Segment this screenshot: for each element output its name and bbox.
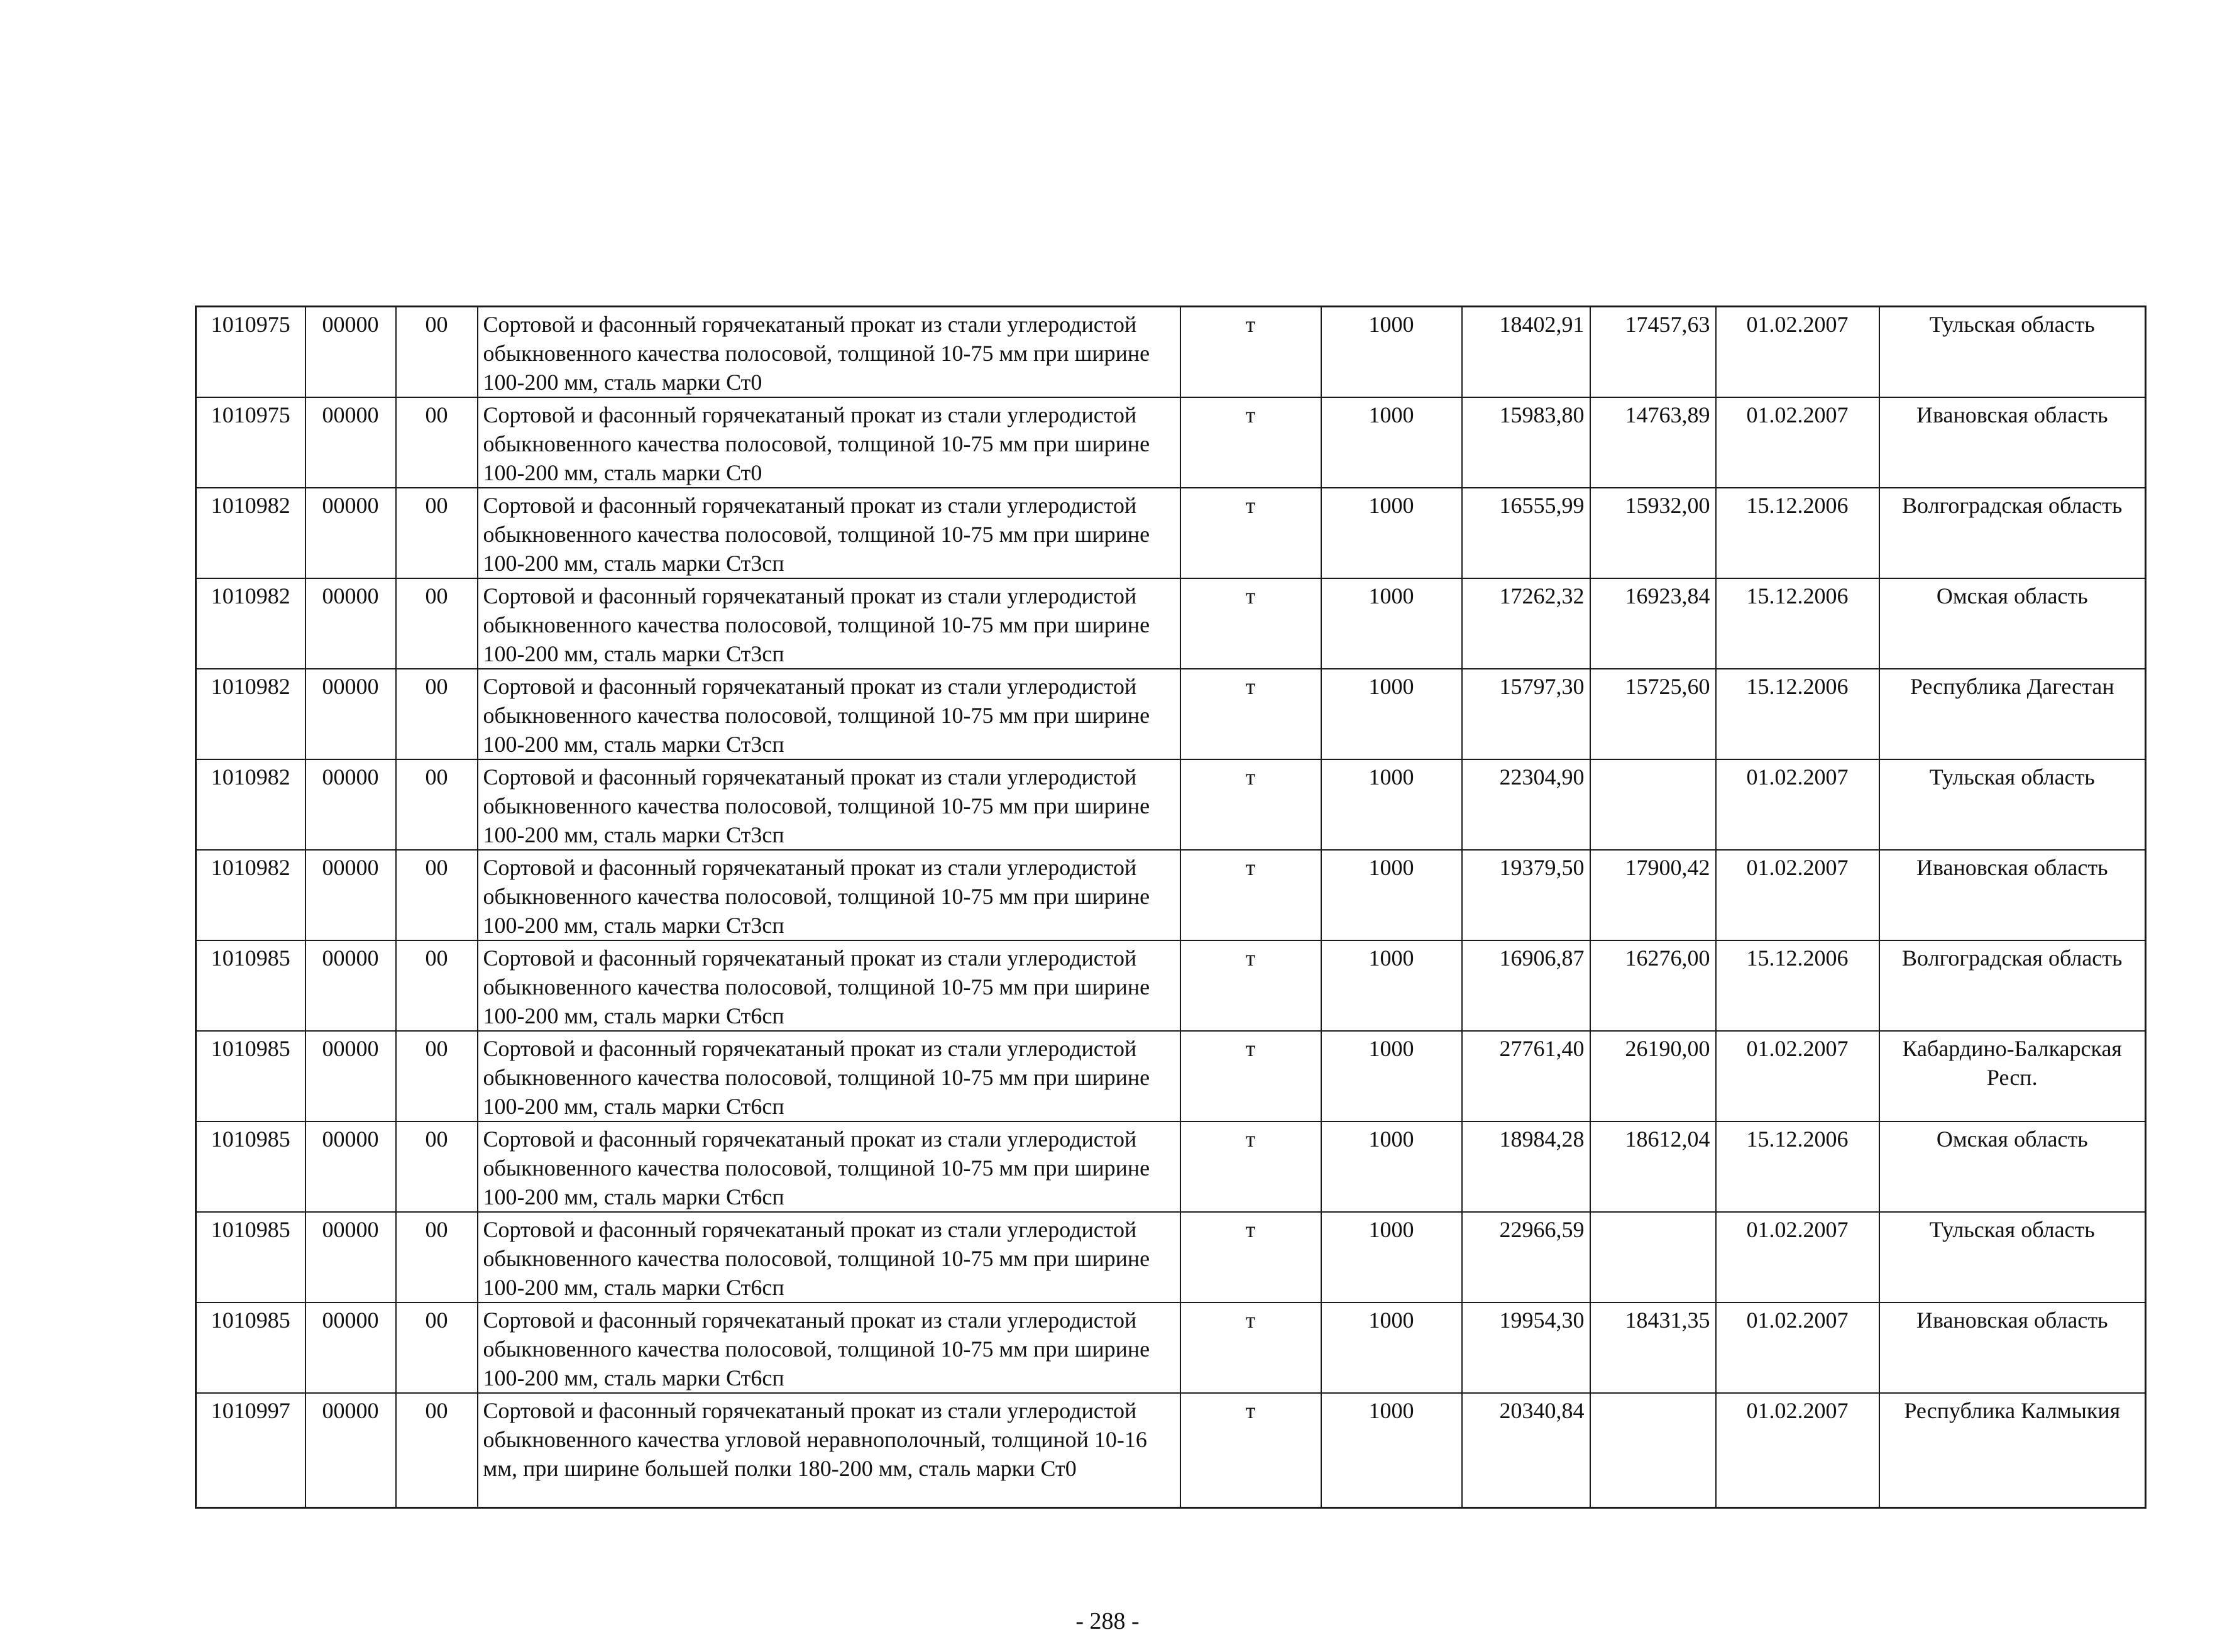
price-1-cell: 15983,80	[1462, 397, 1590, 488]
price-1-cell: 19379,50	[1462, 850, 1590, 940]
price-2-cell: 18612,04	[1590, 1121, 1716, 1212]
ext-code-cell: 00	[396, 307, 478, 398]
region-cell: Республика Калмыкия	[1879, 1393, 2146, 1508]
description-cell: Сортовой и фасонный горячекатаный прокат из стали углеродистой обыкновенного качества полосовой, толщиной 10-75 мм при ширине 100-200 мм, сталь марки Ст3сп	[478, 759, 1180, 850]
price-1-cell: 22304,90	[1462, 759, 1590, 850]
sub-code-cell: 00000	[305, 669, 396, 759]
date-cell: 15.12.2006	[1716, 488, 1879, 578]
price-2-cell: 15725,60	[1590, 669, 1716, 759]
unit-cell: т	[1180, 1393, 1321, 1508]
table-row	[196, 1393, 2146, 1508]
date-cell: 15.12.2006	[1716, 578, 1879, 669]
region-cell: Волгоградская область	[1879, 940, 2146, 1031]
quantity-cell: 1000	[1321, 940, 1462, 1031]
sub-code-cell: 00000	[305, 307, 396, 398]
table-row	[196, 759, 2146, 850]
region-cell: Волгоградская область	[1879, 488, 2146, 578]
description-cell: Сортовой и фасонный горячекатаный прокат из стали углеродистой обыкновенного качества полосовой, толщиной 10-75 мм при ширине 100-200 мм, сталь марки Ст0	[478, 307, 1180, 398]
item-code-cell: 1010985	[196, 1212, 305, 1302]
unit-cell: т	[1180, 307, 1321, 398]
item-code-cell: 1010975	[196, 307, 305, 398]
quantity-cell: 1000	[1321, 397, 1462, 488]
region-cell: Тульская область	[1879, 1212, 2146, 1302]
quantity-cell: 1000	[1321, 578, 1462, 669]
ext-code-cell: 00	[396, 1302, 478, 1393]
price-1-cell: 15797,30	[1462, 669, 1590, 759]
date-cell: 01.02.2007	[1716, 850, 1879, 940]
table-row	[196, 397, 2146, 488]
ext-code-cell: 00	[396, 850, 478, 940]
description-cell: Сортовой и фасонный горячекатаный прокат из стали углеродистой обыкновенного качества полосовой, толщиной 10-75 мм при ширине 100-200 мм, сталь марки Ст3сп	[478, 669, 1180, 759]
item-code-cell: 1010985	[196, 1302, 305, 1393]
ext-code-cell: 00	[396, 1031, 478, 1121]
sub-code-cell: 00000	[305, 1031, 396, 1121]
price-table	[195, 306, 2146, 1509]
item-code-cell: 1010997	[196, 1393, 305, 1508]
description-cell: Сортовой и фасонный горячекатаный прокат из стали углеродистой обыкновенного качества угловой неравнополочный, толщиной 10-16 мм, при ширине большей полки 180-200 мм, сталь марки Ст0	[478, 1393, 1180, 1508]
item-code-cell: 1010982	[196, 488, 305, 578]
region-cell: Республика Дагестан	[1879, 669, 2146, 759]
item-code-cell: 1010982	[196, 669, 305, 759]
description-cell: Сортовой и фасонный горячекатаный прокат из стали углеродистой обыкновенного качества полосовой, толщиной 10-75 мм при ширине 100-200 мм, сталь марки Ст6сп	[478, 1212, 1180, 1302]
sub-code-cell: 00000	[305, 759, 396, 850]
table-row	[196, 1302, 2146, 1393]
price-2-cell	[1590, 1393, 1716, 1508]
quantity-cell: 1000	[1321, 1393, 1462, 1508]
quantity-cell: 1000	[1321, 307, 1462, 398]
ext-code-cell: 00	[396, 397, 478, 488]
item-code-cell: 1010982	[196, 850, 305, 940]
table-row	[196, 488, 2146, 578]
price-1-cell: 22966,59	[1462, 1212, 1590, 1302]
item-code-cell: 1010985	[196, 940, 305, 1031]
unit-cell: т	[1180, 397, 1321, 488]
quantity-cell: 1000	[1321, 669, 1462, 759]
date-cell: 01.02.2007	[1716, 307, 1879, 398]
table-body	[196, 307, 2146, 1508]
ext-code-cell: 00	[396, 940, 478, 1031]
price-1-cell: 16906,87	[1462, 940, 1590, 1031]
price-1-cell: 19954,30	[1462, 1302, 1590, 1393]
date-cell: 15.12.2006	[1716, 1121, 1879, 1212]
price-1-cell: 27761,40	[1462, 1031, 1590, 1121]
sub-code-cell: 00000	[305, 1302, 396, 1393]
date-cell: 01.02.2007	[1716, 759, 1879, 850]
price-1-cell: 17262,32	[1462, 578, 1590, 669]
quantity-cell: 1000	[1321, 1302, 1462, 1393]
ext-code-cell: 00	[396, 759, 478, 850]
table-row	[196, 307, 2146, 398]
unit-cell: т	[1180, 578, 1321, 669]
region-cell: Ивановская область	[1879, 1302, 2146, 1393]
item-code-cell: 1010975	[196, 397, 305, 488]
price-2-cell: 15932,00	[1590, 488, 1716, 578]
price-2-cell: 26190,00	[1590, 1031, 1716, 1121]
sub-code-cell: 00000	[305, 940, 396, 1031]
ext-code-cell: 00	[396, 1393, 478, 1508]
ext-code-cell: 00	[396, 1212, 478, 1302]
description-cell: Сортовой и фасонный горячекатаный прокат из стали углеродистой обыкновенного качества полосовой, толщиной 10-75 мм при ширине 100-200 мм, сталь марки Ст6сп	[478, 940, 1180, 1031]
item-code-cell: 1010982	[196, 578, 305, 669]
price-2-cell: 17900,42	[1590, 850, 1716, 940]
date-cell: 01.02.2007	[1716, 397, 1879, 488]
unit-cell: т	[1180, 850, 1321, 940]
region-cell: Омская область	[1879, 578, 2146, 669]
sub-code-cell: 00000	[305, 850, 396, 940]
quantity-cell: 1000	[1321, 759, 1462, 850]
description-cell: Сортовой и фасонный горячекатаный прокат из стали углеродистой обыкновенного качества полосовой, толщиной 10-75 мм при ширине 100-200 мм, сталь марки Ст0	[478, 397, 1180, 488]
sub-code-cell: 00000	[305, 488, 396, 578]
price-1-cell: 20340,84	[1462, 1393, 1590, 1508]
description-cell: Сортовой и фасонный горячекатаный прокат из стали углеродистой обыкновенного качества полосовой, толщиной 10-75 мм при ширине 100-200 мм, сталь марки Ст3сп	[478, 488, 1180, 578]
unit-cell: т	[1180, 940, 1321, 1031]
price-1-cell: 16555,99	[1462, 488, 1590, 578]
ext-code-cell: 00	[396, 488, 478, 578]
date-cell: 15.12.2006	[1716, 669, 1879, 759]
item-code-cell: 1010982	[196, 759, 305, 850]
date-cell: 15.12.2006	[1716, 940, 1879, 1031]
page-number: - 288 -	[1075, 1608, 1140, 1634]
unit-cell: т	[1180, 759, 1321, 850]
price-2-cell: 14763,89	[1590, 397, 1716, 488]
price-2-cell: 18431,35	[1590, 1302, 1716, 1393]
table-row	[196, 1031, 2146, 1121]
description-cell: Сортовой и фасонный горячекатаный прокат из стали углеродистой обыкновенного качества полосовой, толщиной 10-75 мм при ширине 100-200 мм, сталь марки Ст3сп	[478, 850, 1180, 940]
unit-cell: т	[1180, 1031, 1321, 1121]
region-cell: Ивановская область	[1879, 397, 2146, 488]
date-cell: 01.02.2007	[1716, 1302, 1879, 1393]
region-cell: Тульская область	[1879, 307, 2146, 398]
description-cell: Сортовой и фасонный горячекатаный прокат из стали углеродистой обыкновенного качества полосовой, толщиной 10-75 мм при ширине 100-200 мм, сталь марки Ст3сп	[478, 578, 1180, 669]
ext-code-cell: 00	[396, 669, 478, 759]
ext-code-cell: 00	[396, 578, 478, 669]
table-row	[196, 1212, 2146, 1302]
price-2-cell: 16276,00	[1590, 940, 1716, 1031]
region-cell: Ивановская область	[1879, 850, 2146, 940]
price-2-cell	[1590, 759, 1716, 850]
quantity-cell: 1000	[1321, 1031, 1462, 1121]
date-cell: 01.02.2007	[1716, 1212, 1879, 1302]
quantity-cell: 1000	[1321, 850, 1462, 940]
region-cell: Кабардино-Балкарская Респ.	[1879, 1031, 2146, 1121]
price-2-cell	[1590, 1212, 1716, 1302]
quantity-cell: 1000	[1321, 488, 1462, 578]
price-2-cell: 16923,84	[1590, 578, 1716, 669]
unit-cell: т	[1180, 1212, 1321, 1302]
quantity-cell: 1000	[1321, 1212, 1462, 1302]
description-cell: Сортовой и фасонный горячекатаный прокат из стали углеродистой обыкновенного качества полосовой, толщиной 10-75 мм при ширине 100-200 мм, сталь марки Ст6сп	[478, 1302, 1180, 1393]
sub-code-cell: 00000	[305, 1121, 396, 1212]
table-row	[196, 850, 2146, 940]
date-cell: 01.02.2007	[1716, 1393, 1879, 1508]
unit-cell: т	[1180, 1302, 1321, 1393]
table-row	[196, 940, 2146, 1031]
region-cell: Тульская область	[1879, 759, 2146, 850]
region-cell: Омская область	[1879, 1121, 2146, 1212]
item-code-cell: 1010985	[196, 1031, 305, 1121]
unit-cell: т	[1180, 488, 1321, 578]
sub-code-cell: 00000	[305, 1393, 396, 1508]
price-1-cell: 18984,28	[1462, 1121, 1590, 1212]
unit-cell: т	[1180, 1121, 1321, 1212]
table-row	[196, 578, 2146, 669]
unit-cell: т	[1180, 669, 1321, 759]
item-code-cell: 1010985	[196, 1121, 305, 1212]
ext-code-cell: 00	[396, 1121, 478, 1212]
table-row	[196, 1121, 2146, 1212]
price-2-cell: 17457,63	[1590, 307, 1716, 398]
table-row	[196, 669, 2146, 759]
description-cell: Сортовой и фасонный горячекатаный прокат из стали углеродистой обыкновенного качества полосовой, толщиной 10-75 мм при ширине 100-200 мм, сталь марки Ст6сп	[478, 1031, 1180, 1121]
sub-code-cell: 00000	[305, 397, 396, 488]
sub-code-cell: 00000	[305, 1212, 396, 1302]
quantity-cell: 1000	[1321, 1121, 1462, 1212]
price-1-cell: 18402,91	[1462, 307, 1590, 398]
sub-code-cell: 00000	[305, 578, 396, 669]
date-cell: 01.02.2007	[1716, 1031, 1879, 1121]
description-cell: Сортовой и фасонный горячекатаный прокат из стали углеродистой обыкновенного качества полосовой, толщиной 10-75 мм при ширине 100-200 мм, сталь марки Ст6сп	[478, 1121, 1180, 1212]
